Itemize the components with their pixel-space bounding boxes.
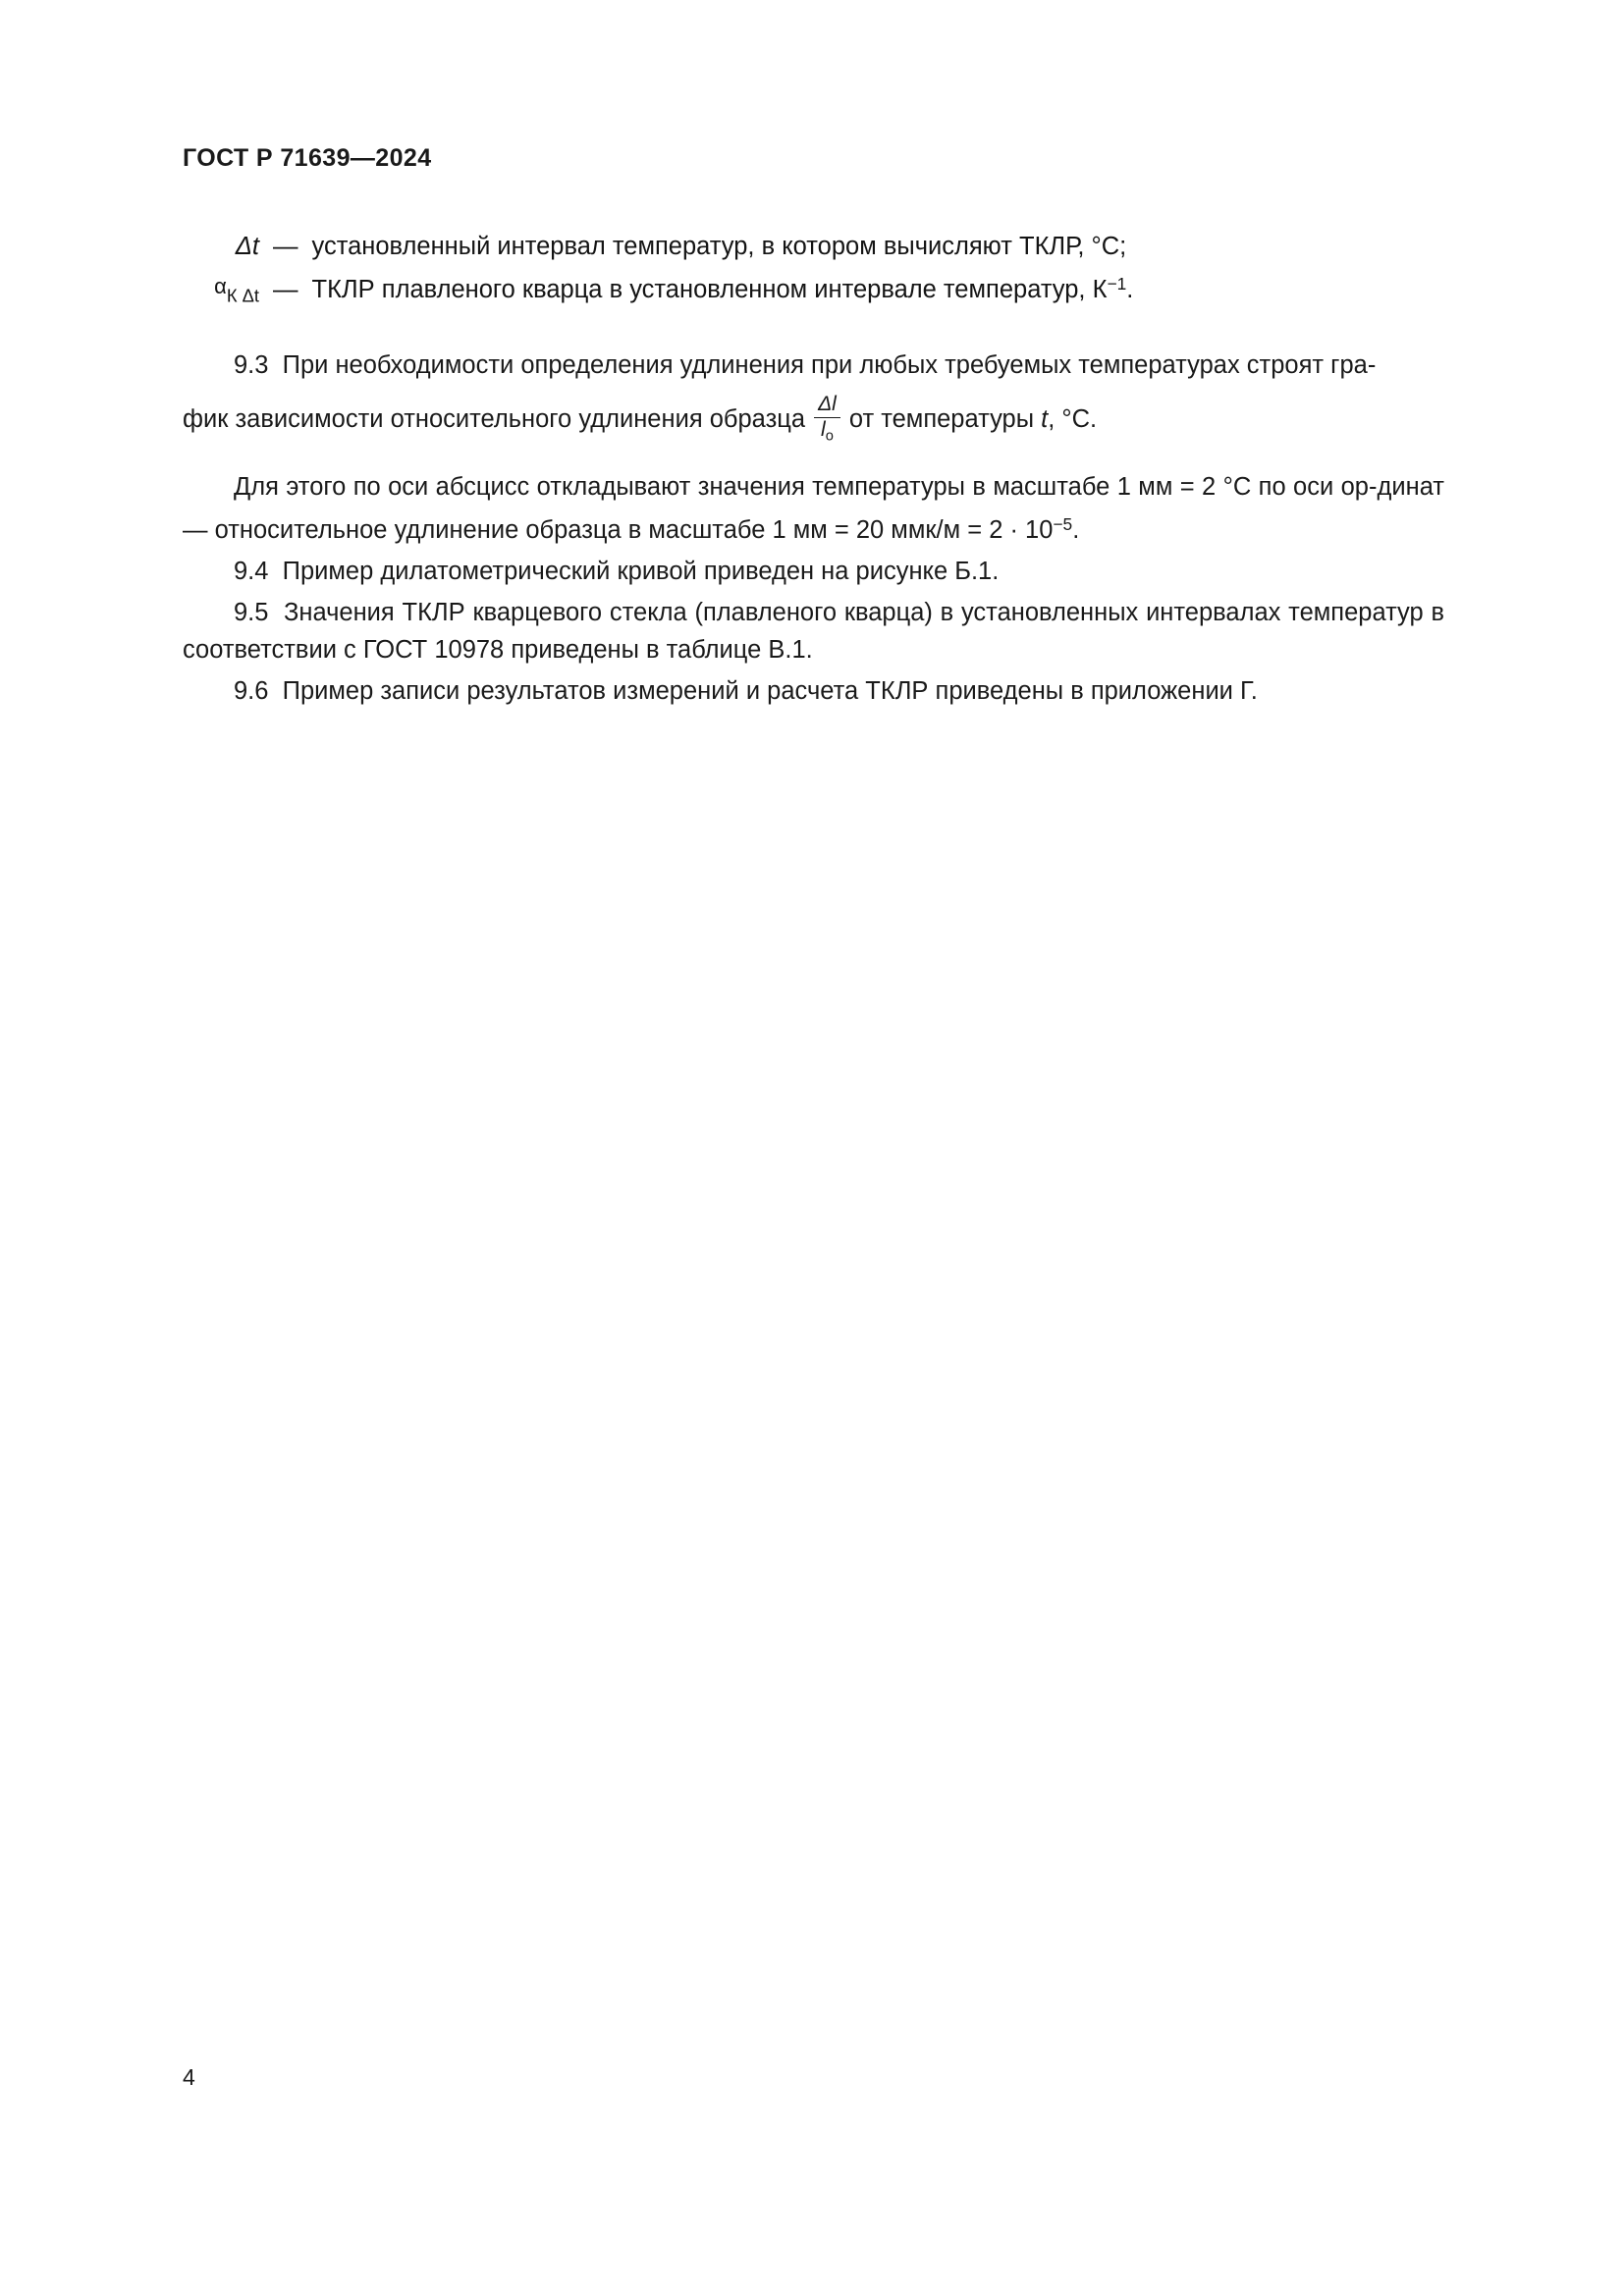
paragraph-9-3-line2 <box>183 390 1444 449</box>
document-standard-header: ГОСТ Р 71639—2024 <box>183 144 432 172</box>
definition-dash: — <box>273 275 298 303</box>
page-number: 4 <box>183 2064 195 2090</box>
fraction-numerator: Δl <box>818 392 837 415</box>
paragraph-9-5-text: Значения ТКЛР кварцевого стекла (плавленого кварца) в установленных интервалах температур в соответствии с ГОСТ 10978 приведены в таблице В.1. <box>183 598 1445 664</box>
definition-row-alpha-k <box>183 265 1444 315</box>
paragraph-9-3-line1 <box>183 347 1444 384</box>
paragraph-9-3-text: При необходимости определения удлинения при любых требуемых температурах строят гра- <box>282 350 1377 379</box>
superscript-minus-one: −1 <box>1107 274 1127 294</box>
paragraph-scale-line2: динат — относительное удлинение образца в масштабе 1 мм = 20 ммк/м = 2 · 10 <box>183 472 1444 544</box>
symbol-alpha-k-delta-t: αК Δt <box>214 273 259 306</box>
paragraph-9-4-text: Пример дилатометрический кривой приведен на рисунке Б.1. <box>282 557 1000 585</box>
symbol-definition-list <box>183 228 1444 315</box>
definition-dash: — <box>273 233 298 260</box>
fraction-relative-elongation <box>814 394 840 445</box>
clause-number-9-4: 9.4 <box>234 557 269 585</box>
document-body <box>183 228 1444 710</box>
paragraph-9-6 <box>183 672 1444 710</box>
italic-variable-t: t <box>1041 404 1049 433</box>
paragraph-9-3-text-after-fraction: от температуры <box>848 404 1035 433</box>
paragraph-scale-line1: Для этого по оси абсцисс откладывают значения температуры в масштабе 1 мм = 2 °C по оси ор- <box>234 472 1378 501</box>
paragraph-scale: Для этого по оси абсцисс откладывают значения температуры в масштабе 1 мм = 2 °C по оси ор-динат — относительное удлинение образца в масштабе 1 мм = 20 $ммк/м = 2 \cdot 10^{-5}$. <box>183 472 1444 544</box>
definition-text-alpha-k: ТКЛР плавленого кварца в установленном интервале температур, $К^{-1}$. <box>311 274 1134 303</box>
paragraph-9-3-tail: , °C. <box>1048 404 1098 433</box>
paragraph-9-3-text-cont: фик зависимости относительного удлинения образца <box>183 404 806 433</box>
symbol-delta-t: Δt <box>235 233 259 260</box>
fraction-denominator: $l_o$ <box>814 417 840 445</box>
clause-number-9-6: 9.6 <box>234 676 269 705</box>
superscript-minus-five: −5 <box>1053 513 1073 534</box>
definition-row-delta-t <box>183 228 1444 265</box>
clause-number-9-3: 9.3 <box>234 350 269 379</box>
paragraph-9-5 <box>183 594 1444 668</box>
definition-text-delta-t: установленный интервал температур, в котором вычисляют ТКЛР, °C; <box>311 233 1127 260</box>
paragraph-9-6-text: Пример записи результатов измерений и расчета ТКЛР приведены в приложении Г. <box>282 676 1258 705</box>
clause-number-9-5: 9.5 <box>234 598 269 626</box>
paragraph-9-4 <box>183 553 1444 590</box>
